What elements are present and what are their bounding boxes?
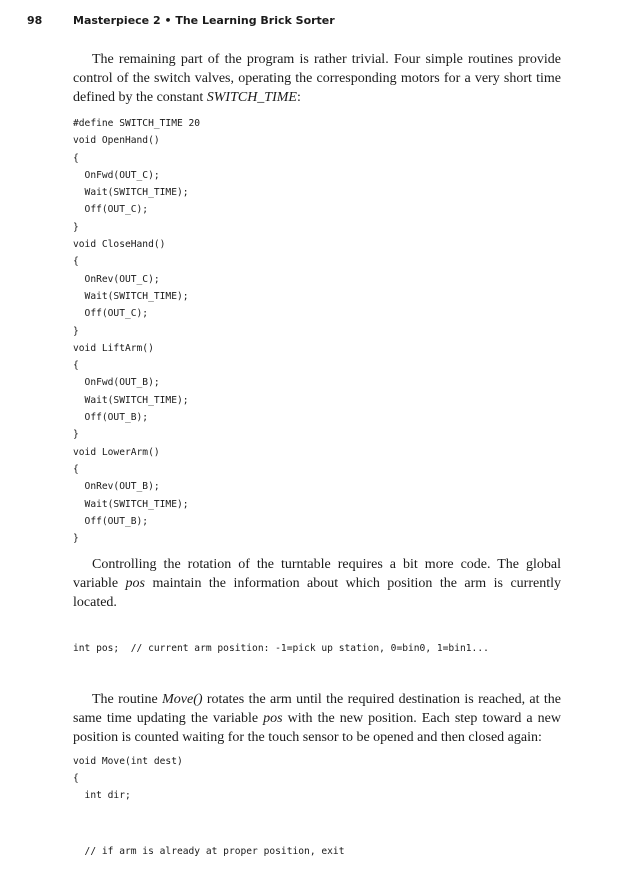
code-line: void OpenHand() <box>73 135 160 147</box>
turntable-paragraph <box>73 555 561 612</box>
code-line: OnFwd(OUT_C); <box>73 169 160 181</box>
code-line: OnRev(OUT_C); <box>73 273 160 285</box>
running-header <box>27 14 335 27</box>
code-line: Wait(SWITCH_TIME); <box>73 187 189 199</box>
code-line: { <box>73 773 79 785</box>
code-line: void LowerArm() <box>73 446 160 458</box>
code-line: } <box>73 429 79 441</box>
move-routine-code-block <box>73 753 561 805</box>
code-line: void CloseHand() <box>73 239 166 251</box>
para2-text-after: maintain the information about which position the arm is currently located. <box>73 576 561 611</box>
code-line: int dir; <box>73 790 131 802</box>
para3-text-middle: rotates the arm until the required destination is reached, at the same time updating the variable <box>73 691 561 726</box>
para3-text-after: with the new position. Each step toward a new position is counted waiting for the touch sensor to be opened and then closed again: <box>73 710 561 745</box>
code-line: OnFwd(OUT_B); <box>73 377 160 389</box>
para1-text-after: : <box>296 90 301 105</box>
code-line: void LiftArm() <box>73 342 154 354</box>
intro-paragraph <box>73 50 561 107</box>
code-line: OnRev(OUT_B); <box>73 481 160 493</box>
pos-variable: pos <box>263 710 283 726</box>
page-number: 98 <box>27 14 43 27</box>
switch-time-constant: SWITCH_TIME <box>206 90 297 105</box>
code-line: #define SWITCH_TIME 20 <box>73 118 201 129</box>
pos-variable: pos <box>125 576 145 592</box>
running-title: Masterpiece 2 • The Learning Brick Sorter <box>73 14 335 27</box>
para2-text-before: Controlling the rotation of the turntable requires a bit more code. The global variable <box>73 557 561 592</box>
code-line: Off(OUT_C); <box>73 308 149 320</box>
global-variable-code <box>73 618 561 679</box>
code-line: int pos; // current arm position: -1=pick up station, 0=bin0, 1=bin1... <box>73 643 489 655</box>
code-line: { <box>73 463 79 475</box>
code-line: } <box>73 533 79 545</box>
para1-text-before: The remaining part of the program is rather trivial. Four simple routines provide control of the switch valves, operating the corresponding motors for a very short time defined by the constant <box>73 52 561 105</box>
code-line: void Move(int dest) <box>73 755 183 767</box>
code-line: // if arm is already at proper position, exit <box>73 845 345 857</box>
code-line: { <box>73 152 79 164</box>
para3-text-before: The routine <box>92 691 163 707</box>
move-routine-paragraph <box>73 690 561 747</box>
code-line: Off(OUT_B); <box>73 412 149 424</box>
code-line: Off(OUT_B); <box>73 515 149 527</box>
code-line: Wait(SWITCH_TIME); <box>73 290 189 302</box>
page-content <box>73 50 561 882</box>
code-line: Wait(SWITCH_TIME); <box>73 394 189 406</box>
comment-code <box>73 821 561 882</box>
code-line: Off(OUT_C); <box>73 204 149 216</box>
move-routine-name: Move() <box>162 691 203 707</box>
code-line: { <box>73 256 79 268</box>
code-line: } <box>73 221 79 233</box>
switch-routines-code-block <box>73 115 561 547</box>
code-line: Wait(SWITCH_TIME); <box>73 498 189 510</box>
code-line: { <box>73 360 79 372</box>
code-line: } <box>73 325 79 337</box>
